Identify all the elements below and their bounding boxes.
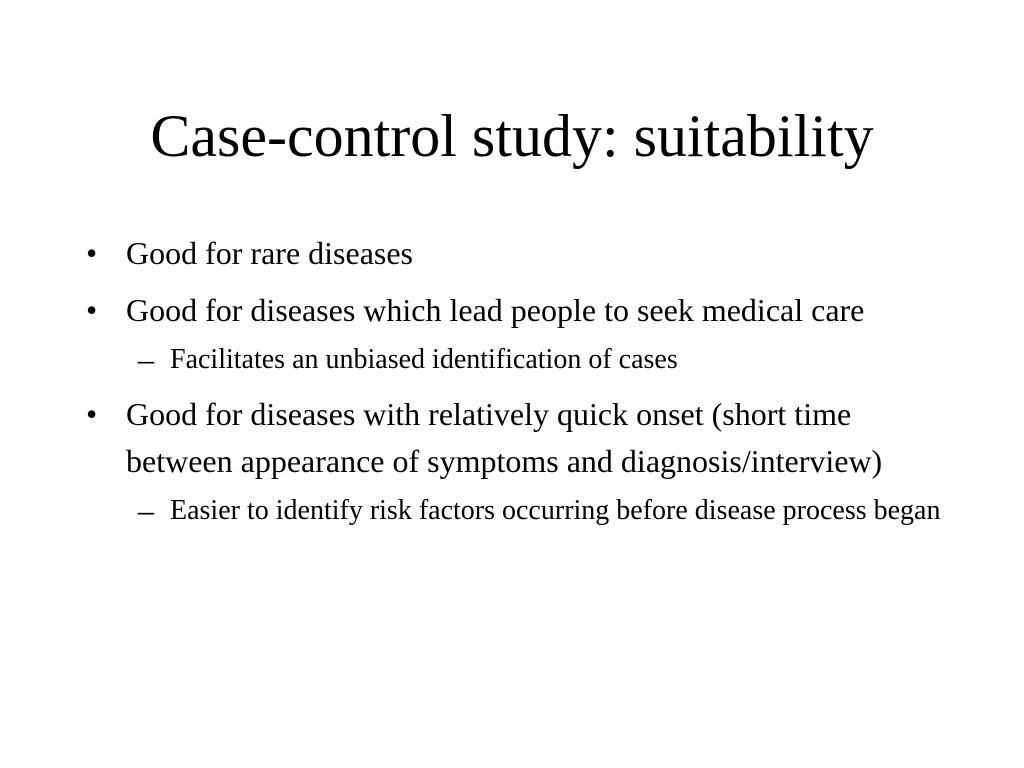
bullet-item: [84, 287, 944, 381]
bullet-text: Good for rare diseases: [126, 235, 413, 271]
bullet-text: Good for diseases with relatively quick onset (short time between appearance of symptoms and diagnosis/interview): [126, 396, 883, 479]
sub-bullet-text: Easier to identify risk factors occurring before disease process began: [170, 495, 941, 526]
sub-bullet-text: Facilitates an unbiased identification of cases: [170, 344, 678, 375]
bullet-item: [84, 391, 944, 532]
bullet-marker: •: [86, 292, 98, 328]
sub-bullet-list: [126, 338, 944, 381]
bullet-marker: •: [86, 235, 98, 271]
bullet-text: Good for diseases which lead people to seek medical care: [126, 292, 865, 328]
bullet-list: [84, 230, 944, 542]
sub-bullet-list: [126, 489, 944, 532]
sub-bullet-marker: –: [138, 341, 154, 377]
slide-title: Case-control study: suitability: [150, 103, 874, 169]
sub-bullet-marker: –: [138, 492, 154, 528]
sub-bullet-item: [126, 489, 944, 532]
bullet-marker: •: [86, 396, 98, 432]
bullet-item: [84, 230, 944, 277]
sub-bullet-item: [126, 338, 944, 381]
